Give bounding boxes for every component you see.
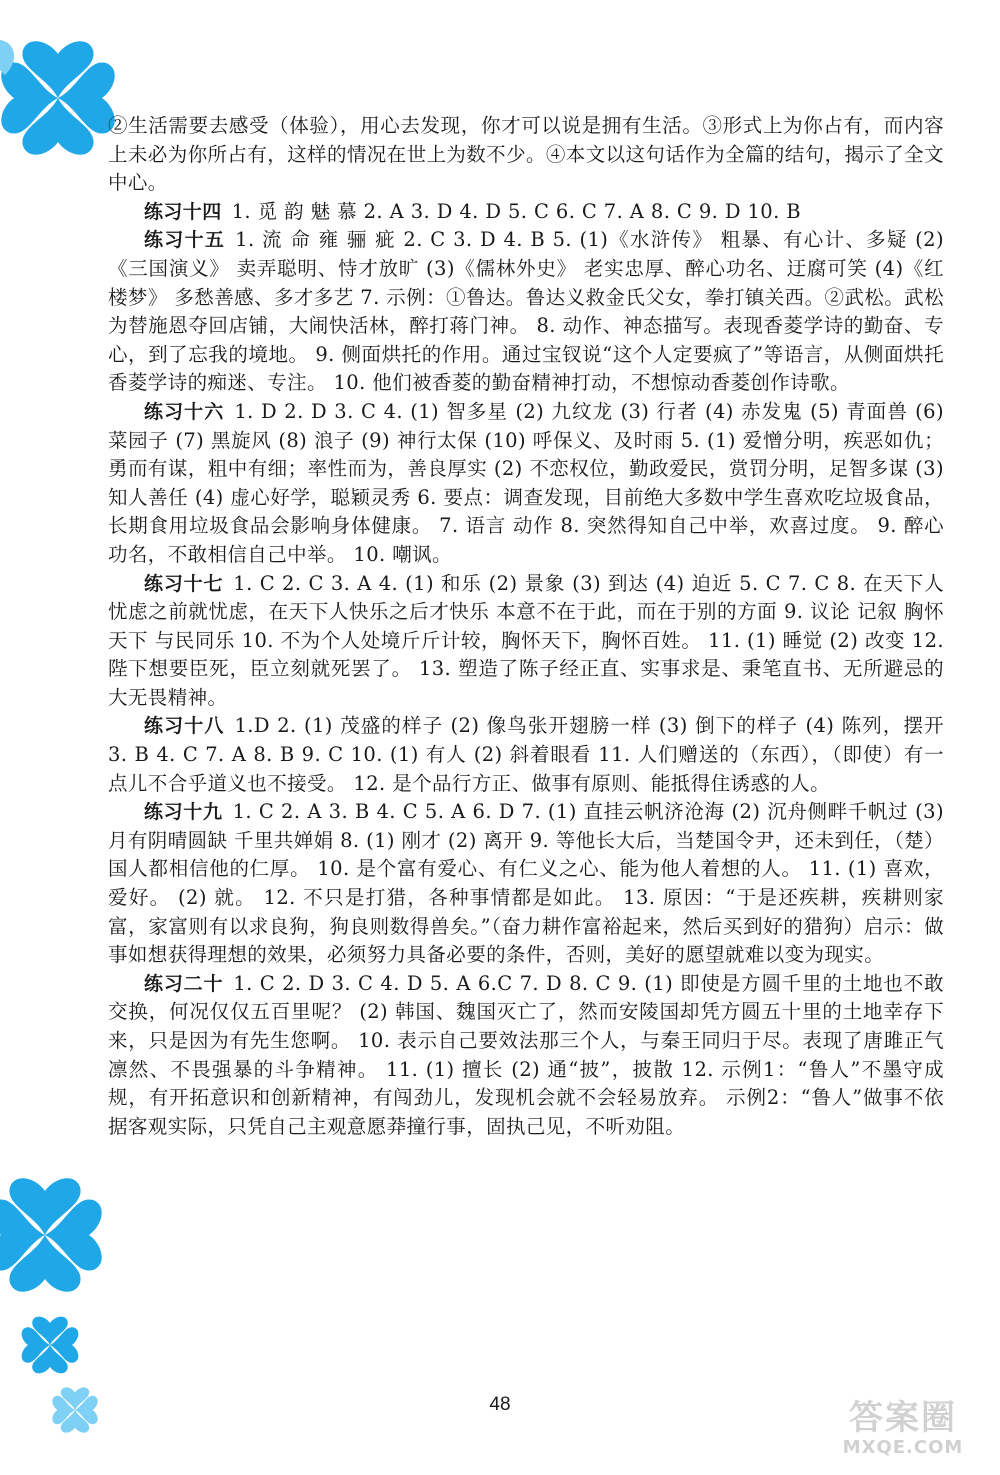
exercise-18 bbox=[108, 712, 944, 798]
exercise-title: 练习十六 bbox=[144, 400, 225, 423]
exercise-20 bbox=[108, 970, 944, 1142]
intro-paragraph: ②生活需要去感受（体验），用心去发现，你才可以说是拥有生活。③形式上为你占有，而内容上未必为你所占有，这样的情况在世上为数不少。④本文以这句话作为全篇的结句，揭示了全文中心。 bbox=[108, 114, 944, 195]
exercise-16 bbox=[108, 398, 944, 570]
exercise-answers: 1. 觅 韵 魅 慕 2. A 3. D 4. D 5. C 6. C 7. A 8. C 9. D 10. B bbox=[231, 199, 801, 223]
page-number: 48 bbox=[489, 1394, 511, 1415]
answer-text bbox=[108, 112, 944, 1141]
exercise-14 bbox=[108, 198, 944, 227]
exercise-answers: 1. C 2. A 3. B 4. C 5. A 6. D 7. (1) 直挂云帆济沧海 (2) 沉舟侧畔千帆过 (3) 月有阴晴圆缺 千里共婵娟 8. (1) 刚才 (2) 离开 9. 等他长大后，当楚国令尹，还未到任，（楚）国人都相信他的仁厚。 10. 是个富有爱心、有仁义之心、能为他人着想的人。 11. (1) 喜欢，爱好。 (2) 就。 12. 不只是打猎，各种事情都是如此。 13. 原因：“于是还疾耕，疾耕则家富，家富则有以求良狗，狗良则数得兽矣。”（奋力耕作富裕起来，然后买到好的猎狗）启示：做事如想获得理想的效果，必须努力具备必要的条件，否则，美好的愿望就难以变为现实。 bbox=[108, 800, 944, 967]
exercise-19 bbox=[108, 798, 944, 970]
watermark-bottom: MXQE.COM bbox=[842, 1437, 964, 1458]
clover-bottom-left-large-icon bbox=[0, 1170, 110, 1310]
clover-bottom-left-medium-icon bbox=[15, 1310, 85, 1380]
exercise-title: 练习十七 bbox=[144, 572, 224, 595]
exercise-title: 练习十八 bbox=[144, 715, 225, 738]
clover-small-top-icon bbox=[0, 30, 40, 90]
watermark-top: 答案圈 bbox=[849, 1398, 957, 1438]
exercise-title: 练习十四 bbox=[144, 200, 222, 223]
exercise-answers: 1. C 2. D 3. C 4. D 5. A 6.C 7. D 8. C 9. (1) 即使是方圆千里的土地也不敢交换，何况仅仅五百里呢？ (2) 韩国、魏国灭亡了，然而安陵国却凭方圆五十里的土地幸存下来，只是因为有先生您啊。 10. 表示自己要效法那三个人，与秦王同归于尽。表现了唐雎正气凛然、不畏强暴的斗争精神。 11. (1) 擅长 (2) 通“披”，披散 12. 示例1：“鲁人”不墨守成规，有开拓意识和创新精神，有闯劲儿，发现机会就不会轻易放弃。 示例2：“鲁人”做事不依据客观实际，只凭自己主观意愿莽撞行事，固执己见，不听劝阻。 bbox=[108, 971, 944, 1138]
exercise-answers: 1. C 2. C 3. A 4. (1) 和乐 (2) 景象 (3) 到达 (4) 迫近 5. C 7. C 8. 在天下人忧虑之前就忧虑，在天下人快乐之后才快乐 本意不在于此，而在于别的方面 9. 议论 记叙 胸怀天下 与民同乐 10. 不为个人处境斤斤计较，胸怀天下，胸怀百姓。 11. (1) 睡觉 (2) 改变 12. 陛下想要臣死，臣立刻就死罢了。 13. 塑造了陈子经正直、实事求是、秉笔直书、无所避忌的大无畏精神。 bbox=[108, 571, 945, 709]
exercise-answers: 1. D 2. D 3. C 4. (1) 智多星 (2) 九纹龙 (3) 行者 (4) 赤发鬼 (5) 青面兽 (6) 菜园子 (7) 黑旋风 (8) 浪子 (9) 神行太保 (10) 呼保义、及时雨 5. (1) 爱憎分明，疾恶如仇；勇而有谋，粗中有细；率性而为，善良厚实 (2) 不恋权位，勤政爱民，赏罚分明，足智多谋 (3) 知人善任 (4) 虚心好学，聪颖灵秀 6. 要点：调查发现，目前绝大多数中学生喜欢吃垃圾食品，长期食用垃圾食品会影响身体健康。 7. 语言 动作 8. 突然得知自己中举，欢喜过度。 9. 醉心功名，不敢相信自己中举。 10. 嘲讽。 bbox=[108, 399, 944, 566]
exercise-title: 练习十五 bbox=[144, 229, 226, 252]
exercise-title: 练习二十 bbox=[144, 972, 224, 995]
exercise-answers: 1. 流 命 雍 骊 疵 2. C 3. D 4. B 5. (1)《水浒传》 粗暴、有心计、多疑 (2)《三国演义》 卖弄聪明、恃才放旷 (3)《儒林外史》 老实忠厚、醉心功名、迂腐可笑 (4)《红楼梦》 多愁善感、多才多艺 7. 示例：①鲁达。鲁达义救金氏父女，拳打镇关西。②武松。武松为替施恩夺回店铺，大闹快活林，醉打蒋门神。 8. 动作、神态描写。表现香菱学诗的勤奋、专心，到了忘我的境地。 9. 侧面烘托的作用。通过宝钗说“这个人定要疯了”等语言，从侧面烘托香菱学诗的痴迷、专注。 10. 他们被香菱的勤奋精神打动，不想惊动香菱创作诗歌。 bbox=[108, 228, 944, 395]
exercise-17 bbox=[108, 570, 944, 713]
exercise-title: 练习十九 bbox=[144, 801, 223, 824]
exercise-15 bbox=[108, 226, 944, 398]
watermark-logo bbox=[818, 1399, 988, 1467]
exercise-answers: 1.D 2. (1) 茂盛的样子 (2) 像鸟张开翅膀一样 (3) 倒下的样子 (4) 陈列，摆开 3. B 4. C 7. A 8. B 9. C 10. (1) 有人 (2) 斜着眼看 11. 人们赠送的（东西），（即使）有一点儿不合乎道义也不接受。 12. 是个品行方正、做事有原则、能抵得住诱惑的人。 bbox=[108, 714, 944, 795]
